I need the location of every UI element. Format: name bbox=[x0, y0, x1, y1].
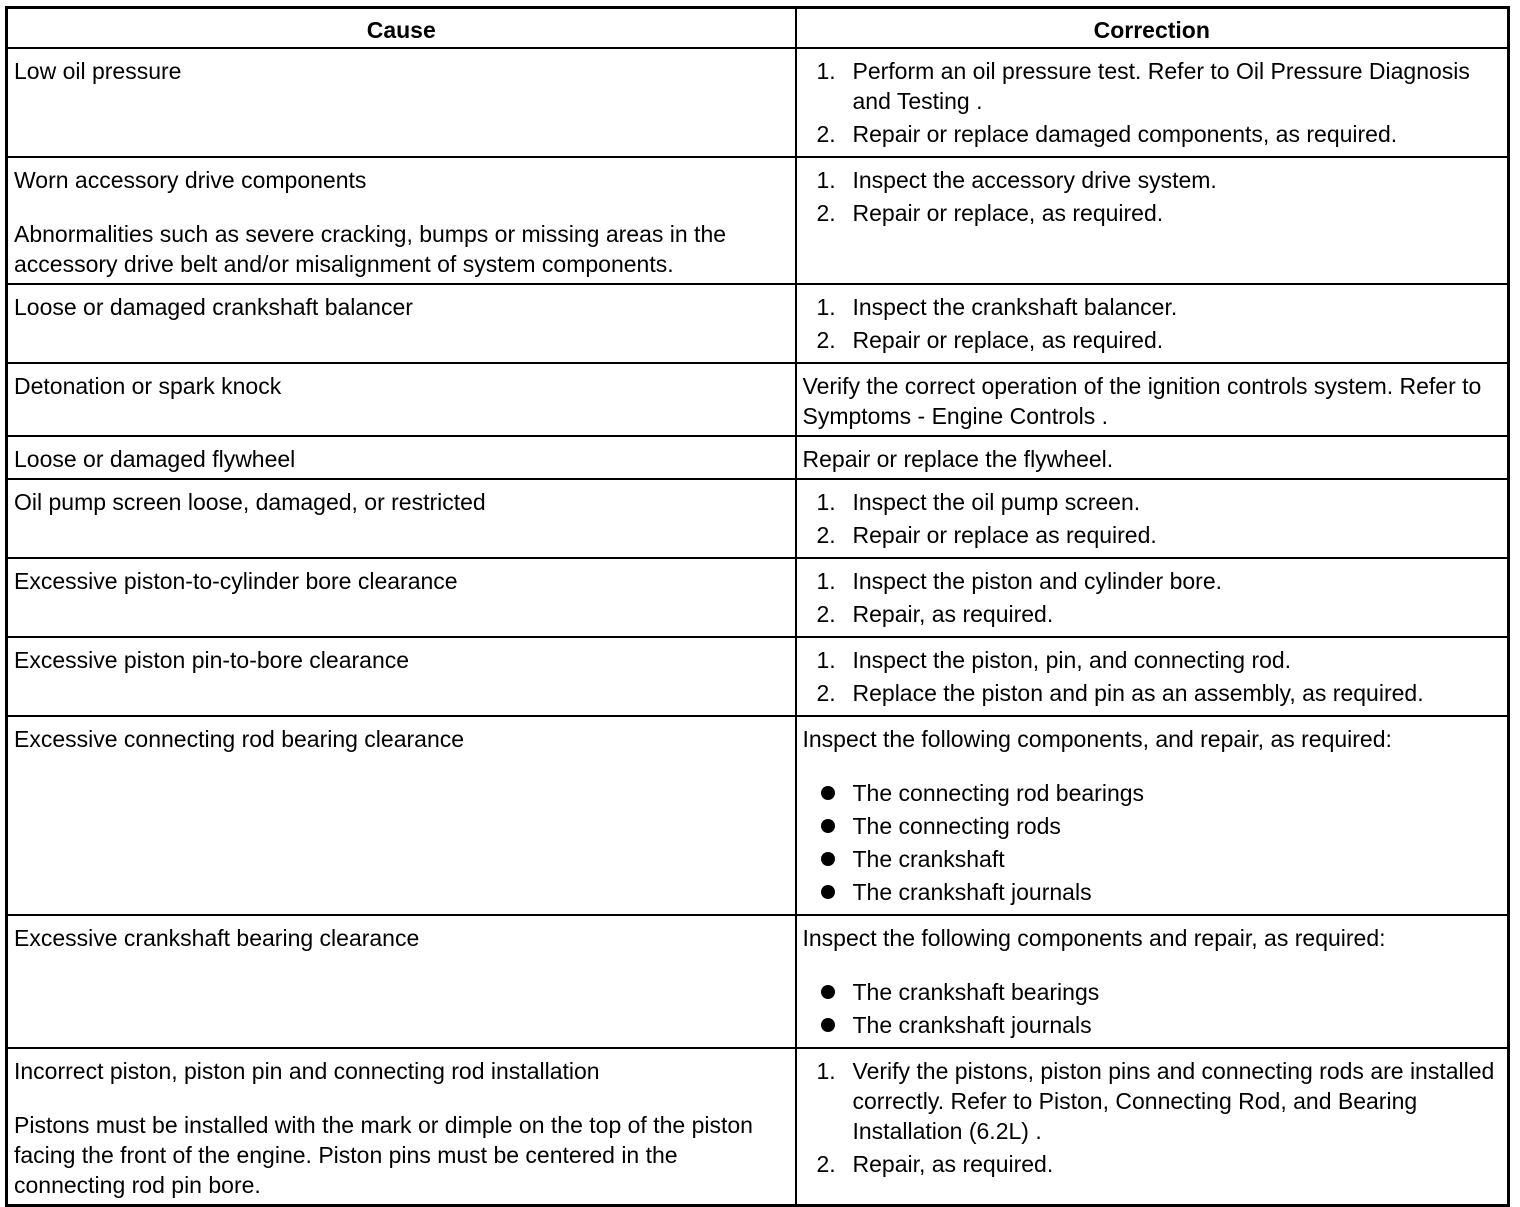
table-row bbox=[7, 436, 1509, 479]
table-row bbox=[7, 637, 1509, 716]
correction-text: Verify the correct operation of the ignition controls system. Refer to Symptoms - Engine Controls . bbox=[802, 373, 1482, 429]
correction-steps bbox=[803, 165, 1502, 228]
bullet-text: The connecting rods bbox=[852, 813, 1061, 839]
diagnostic-table-container bbox=[5, 6, 1507, 1207]
header-cause: Cause bbox=[7, 8, 796, 49]
cause-text: Incorrect piston, piston pin and connecting rod installation bbox=[14, 1058, 600, 1084]
bullet-item bbox=[803, 977, 1502, 1007]
table-row bbox=[7, 915, 1509, 1048]
cause-cell bbox=[7, 915, 796, 1048]
table-row bbox=[7, 48, 1509, 157]
header-correction: Correction bbox=[796, 8, 1509, 49]
table-row bbox=[7, 284, 1509, 363]
correction-lead-text: Inspect the following components, and repair, as required: bbox=[802, 726, 1392, 752]
step-number: 2. bbox=[816, 522, 836, 548]
correction-steps bbox=[803, 1056, 1502, 1179]
cause-text: Loose or damaged flywheel bbox=[14, 446, 296, 472]
cause-cell bbox=[7, 716, 796, 915]
step-item bbox=[803, 487, 1502, 517]
correction-cell bbox=[796, 436, 1509, 479]
step-number: 2. bbox=[816, 121, 836, 147]
correction-cell bbox=[796, 716, 1509, 915]
correction-steps bbox=[803, 566, 1502, 629]
step-item bbox=[803, 292, 1502, 322]
step-text: Repair or replace damaged components, as required. bbox=[852, 121, 1398, 147]
bullet-item bbox=[803, 877, 1502, 907]
table-row bbox=[7, 1048, 1509, 1206]
step-text: Inspect the oil pump screen. bbox=[852, 489, 1141, 515]
cause-cell bbox=[7, 284, 796, 363]
cause-cell bbox=[7, 157, 796, 284]
table-row bbox=[7, 479, 1509, 558]
step-item bbox=[803, 645, 1502, 675]
correction-steps bbox=[803, 645, 1502, 708]
bullet-dot-icon bbox=[803, 844, 853, 874]
step-item bbox=[803, 325, 1502, 355]
table-body bbox=[7, 48, 1509, 1206]
correction-cell bbox=[796, 479, 1509, 558]
step-text: Repair or replace, as required. bbox=[852, 327, 1164, 353]
correction-cell bbox=[796, 157, 1509, 284]
cause-cell bbox=[7, 558, 796, 637]
step-text: Repair, as required. bbox=[852, 601, 1054, 627]
step-item bbox=[803, 165, 1502, 195]
cause-text: Loose or damaged crankshaft balancer bbox=[14, 294, 413, 320]
table-row bbox=[7, 157, 1509, 284]
diagnostic-table bbox=[5, 6, 1510, 1207]
step-number: 2. bbox=[816, 601, 836, 627]
table-row bbox=[7, 558, 1509, 637]
step-number: 2. bbox=[816, 680, 836, 706]
bullet-item bbox=[803, 844, 1502, 874]
bullet-text: The crankshaft journals bbox=[852, 879, 1092, 905]
bullet-item bbox=[803, 811, 1502, 841]
step-number: 1. bbox=[816, 568, 836, 594]
correction-cell bbox=[796, 284, 1509, 363]
cause-text: Detonation or spark knock bbox=[14, 373, 282, 399]
step-number: 2. bbox=[816, 327, 836, 353]
step-item bbox=[803, 119, 1502, 149]
step-text: Inspect the piston and cylinder bore. bbox=[852, 568, 1223, 594]
step-item bbox=[803, 520, 1502, 550]
step-text: Inspect the piston, pin, and connecting rod. bbox=[852, 647, 1292, 673]
correction-cell bbox=[796, 1048, 1509, 1206]
table-row bbox=[7, 363, 1509, 436]
cause-note: Abnormalities such as severe cracking, bumps or missing areas in the accessory drive belt and/or misalignment of system components. bbox=[14, 221, 727, 277]
step-text: Inspect the crankshaft balancer. bbox=[852, 294, 1178, 320]
cause-text: Excessive crankshaft bearing clearance bbox=[14, 925, 420, 951]
step-number: 1. bbox=[816, 167, 836, 193]
step-number: 2. bbox=[816, 200, 836, 226]
cause-text: Worn accessory drive components bbox=[14, 167, 367, 193]
correction-bullets bbox=[803, 977, 1502, 1040]
table-header-row bbox=[7, 8, 1509, 49]
step-text: Inspect the accessory drive system. bbox=[852, 167, 1217, 193]
step-item bbox=[803, 1056, 1502, 1146]
table-row bbox=[7, 716, 1509, 915]
correction-steps bbox=[803, 56, 1502, 149]
step-text: Verify the pistons, piston pins and connecting rods are installed correctly. Refer to Piston, Connecting Rod, and Bearing Installation (6.2L) . bbox=[852, 1058, 1495, 1144]
correction-cell bbox=[796, 558, 1509, 637]
cause-cell bbox=[7, 363, 796, 436]
cause-text: Oil pump screen loose, damaged, or restricted bbox=[14, 489, 486, 515]
step-text: Repair or replace as required. bbox=[852, 522, 1157, 548]
step-number: 1. bbox=[816, 647, 836, 673]
correction-steps bbox=[803, 292, 1502, 355]
step-item bbox=[803, 599, 1502, 629]
step-number: 1. bbox=[816, 1058, 836, 1084]
bullet-text: The crankshaft journals bbox=[852, 1012, 1092, 1038]
step-number: 2. bbox=[816, 1151, 836, 1177]
correction-lead-text: Inspect the following components and repair, as required: bbox=[802, 925, 1386, 951]
cause-cell bbox=[7, 479, 796, 558]
correction-steps bbox=[803, 487, 1502, 550]
step-text: Repair, as required. bbox=[852, 1151, 1054, 1177]
bullet-dot-icon bbox=[803, 811, 853, 841]
cause-cell bbox=[7, 48, 796, 157]
cause-note: Pistons must be installed with the mark or dimple on the top of the piston facing the front of the engine. Piston pins must be centered in the connecting rod pin bore. bbox=[14, 1112, 753, 1198]
step-text: Perform an oil pressure test. Refer to Oil Pressure Diagnosis and Testing . bbox=[852, 58, 1470, 114]
step-number: 1. bbox=[816, 489, 836, 515]
step-number: 1. bbox=[816, 294, 836, 320]
bullet-dot-icon bbox=[803, 977, 853, 1007]
correction-text: Repair or replace the flywheel. bbox=[802, 446, 1114, 472]
bullet-dot-icon bbox=[803, 1010, 853, 1040]
cause-cell bbox=[7, 436, 796, 479]
step-item bbox=[803, 566, 1502, 596]
cause-text: Excessive connecting rod bearing clearance bbox=[14, 726, 465, 752]
step-item bbox=[803, 198, 1502, 228]
step-item bbox=[803, 678, 1502, 708]
cause-text: Low oil pressure bbox=[14, 58, 182, 84]
step-text: Repair or replace, as required. bbox=[852, 200, 1164, 226]
step-number: 1. bbox=[816, 58, 836, 84]
correction-cell bbox=[796, 637, 1509, 716]
correction-cell bbox=[796, 48, 1509, 157]
bullet-dot-icon bbox=[803, 778, 853, 808]
bullet-item bbox=[803, 778, 1502, 808]
step-text: Replace the piston and pin as an assembly, as required. bbox=[852, 680, 1424, 706]
cause-text: Excessive piston-to-cylinder bore clearance bbox=[14, 568, 458, 594]
cause-cell bbox=[7, 1048, 796, 1206]
step-item bbox=[803, 1149, 1502, 1179]
cause-cell bbox=[7, 637, 796, 716]
bullet-text: The connecting rod bearings bbox=[852, 780, 1145, 806]
correction-cell bbox=[796, 363, 1509, 436]
cause-text: Excessive piston pin-to-bore clearance bbox=[14, 647, 410, 673]
bullet-text: The crankshaft bearings bbox=[852, 979, 1100, 1005]
correction-cell bbox=[796, 915, 1509, 1048]
correction-bullets bbox=[803, 778, 1502, 907]
bullet-item bbox=[803, 1010, 1502, 1040]
bullet-text: The crankshaft bbox=[852, 846, 1005, 872]
step-item bbox=[803, 56, 1502, 116]
bullet-dot-icon bbox=[803, 877, 853, 907]
